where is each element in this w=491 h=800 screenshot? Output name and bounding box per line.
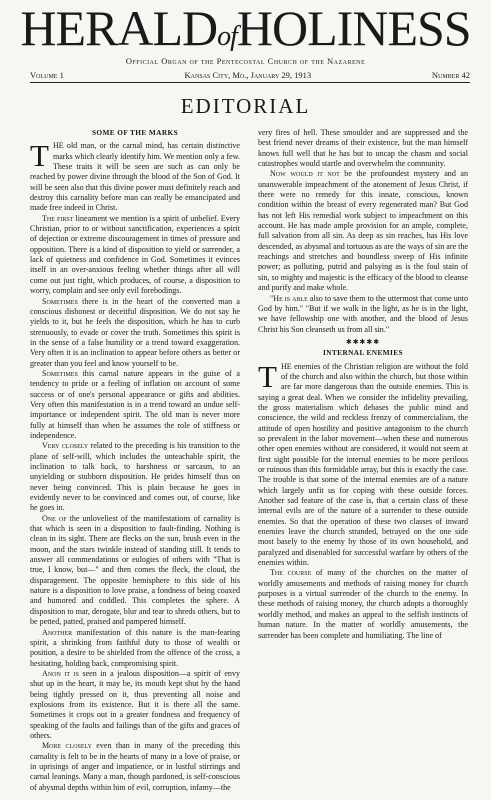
- paragraph-text: there is in the heart of the converted man a conscious dishonest or deceitful disposition. We do not say he yields to it, but he feels the disposition, which he has to curb strenuously, to evade or cover the truth. Sometimes this spirit is in the sense of a false humility or a trend toward exaggeration. Very often it is an inclination to appear before others as better or greater than you feel and know yourself to be.: [30, 296, 240, 368]
- paragraph-text: very fires of hell. These smoulder and are suppressed and the best friend never dreams of their existence, but the man himself knows full well that he has but to uncap the chasm and social catastrophes would startle and overwhelm the community.: [258, 128, 468, 169]
- paragraph-lead-words: Another: [42, 627, 73, 637]
- date-place: Kansas City, Mo., January 29, 1913: [184, 70, 312, 80]
- section-title: EDITORIAL: [180, 94, 311, 118]
- article-heading: INTERNAL ENEMIES: [323, 348, 403, 358]
- paragraph-lead-words: Anon it is: [42, 668, 79, 678]
- article-body: [30, 214, 240, 793]
- article-paragraph: [30, 669, 240, 741]
- paragraph-lead-words: One of: [42, 513, 67, 523]
- drop-cap: T: [30, 141, 49, 174]
- masthead-title: [0, 2, 491, 63]
- paragraph-text: manifestation of this nature is the man-fearing spirit, a shrinking from faithful duty to those of wealth or position, a desire to be shielded from the offence of the cross, a hesitating, holding back, compromising spirit.: [30, 627, 240, 668]
- paragraph-text: the unloveliest of the manifestations of carnality is that which is seen in a disposition to fault-finding. Nothing is clean in its sight. There are flecks on the sun, brush even in the moon, and the stars twinkle instead of standing still. It tends to answer all commendations or eulogies of others with "That is true, I know, but—" and then comes the fleck, the cloud, the disparagement. The opposite hemisphere to this side of his nature is a disposition to love praise, a fondness of being coaxed and humored and coddled. This completes the sphere. A disposition to mar, derogate, blur and tear to shreds others, but to be petted, patted, praised and pampered himself.: [30, 513, 240, 627]
- paragraph-lead-words: The first: [42, 213, 74, 223]
- issue-number: Number 42: [431, 70, 470, 80]
- article-paragraph: [30, 369, 240, 441]
- lead-text: HE enemies of the Christian religion are without the fold of the church and also within the church, but those within are far more dangerous than the outside enemies. This is saying a great deal. When we consider the infidelity prevailing, the gross materialism which debases the public mind and conscience, the wild and reckless frenzy of commercialism, the attitude of open hostility and positive antagonism to the church so prevalent in the labor movement—when these and numerous other open enemies without are considered, it would not seem at first sight possible for the internal enemies to be more perilous or ruinous than this formidable array, but this is exactly the case. The trouble is that some of the internal enemies are of a nature which largely unfit us for coping with these outside forces. Another sad feature of the case is, that a certain class of these internal evils are of the nature of a surrender to these outside enemies. So that the operation of these two classes of inward enemies leave the church stranded, betrayed on the one side most basely to the enemy by those of its own household, and paralyzed and disenabled for successful warfare by others of the enemies within.: [258, 361, 468, 568]
- article-paragraph: [258, 294, 468, 335]
- masthead-title-herald: HERALD: [20, 0, 218, 56]
- paragraph-lead-words: Sometimes: [42, 296, 78, 306]
- article-paragraph: [30, 441, 240, 513]
- paragraph-text: also to save them to the uttermost that come unto God by him." "But if we walk in the light, as he is in the light, we have fellowship one with another, and the blood of Jesus Christ his Son cleanseth us from all sin.": [258, 293, 468, 334]
- article-paragraph: [30, 297, 240, 369]
- paragraph-lead-words: The course: [270, 568, 312, 578]
- paragraph-text: even than in many of the preceding this carnality is felt to be in the hearts of many in a love of praise, or in uprisings of anger and impatience, or in lustful stirrings and carnal leanings. Many a man, though pardoned, is self-conscious of abysmal depths within him of evil, corruption, infamy—the: [30, 741, 240, 792]
- article-paragraph: [30, 741, 240, 793]
- paragraph-text: of many of the churches on the matter of worldly amusements and methods of raising money for church purposes is a virtual surrender of the church to the enemy. In these methods of raising money, the church adopts a thoroughly worldly method, and makes an appeal to the selfish instincts of human nature. In the matter of worldly amusements, the surrender has been complete and humiliating. The line of: [258, 568, 468, 640]
- paragraph-lead-words: Sometimes: [42, 368, 78, 378]
- dateline-bar: [30, 68, 470, 82]
- paragraph-text: this carnal nature appears in the guise of a tendency to pride or a feeling of inflation on account of some success or of one's personal appearance or gifts and abilities. Very often this manifestation is in a trend toward an undue self-importance or independent spirit. The old man is never more fully at himself than when he assumes the role of stiffness or independence.: [30, 368, 240, 440]
- paragraph-text: lineament we mention is a spirit of unbelief. Every Christian, prior to or without sanctification, experiences a spirit of dejection or extreme discouragement in times of pressure and opposition. There is a kind of disposition to yield or surrender, a lack of quietness and confidence in God. Sometimes it evinces itself in an over-anxious feeling whether things after all will come out just right, which produces, of course, a disposition to worry, complain and see only evil forebodings.: [30, 213, 240, 296]
- masthead-title-holiness: HOLINESS: [236, 0, 471, 56]
- article-separator: ✱✱✱✱✱: [345, 337, 381, 346]
- drop-cap: T: [258, 361, 277, 394]
- paragraph-text: related to the preceding is his transition to the plane of self-will, which includes the unteachable spirit, the inclination to talk back, to harshness or sarcasm, to an unyielding or stubborn disposition. He prides himself thus on never being convinced. This is plain because he goes in evidently never to be convinced and comes out, of course, like he goes in.: [30, 441, 240, 513]
- paragraph-lead-words: Very closely: [42, 441, 89, 451]
- lead-text: HE old man, or the carnal mind, has certain distinctive marks which clearly identify him. We mention only a few. These traits it will be seen are such as can only be reached by power divine through the blood of the Son of God. It will be seen also that this divine power must definitely reach and destroy this carnality before man can really be emancipated and made free indeed in Christ.: [30, 141, 240, 213]
- paragraph-lead-words: More closely: [42, 741, 92, 751]
- article-paragraph: [30, 214, 240, 297]
- paragraph-lead-words: Now would it not: [270, 169, 340, 179]
- article-paragraph: [258, 568, 468, 640]
- article-lead: [30, 141, 240, 213]
- article-paragraph: [30, 628, 240, 669]
- article-lead: [258, 362, 468, 569]
- organ-line: Official Organ of the Pentecostal Church of the Nazarene: [125, 56, 366, 66]
- masthead-title-of: of: [217, 21, 237, 52]
- volume-label: Volume 1: [30, 70, 64, 80]
- right-column: [258, 128, 468, 794]
- article-heading: SOME OF THE MARKS: [91, 128, 179, 137]
- article-paragraph: [258, 169, 468, 293]
- paragraph-lead-words: "He is able: [270, 293, 308, 303]
- masthead-rule: [30, 82, 470, 83]
- article-paragraph: [30, 514, 240, 628]
- left-column: [30, 128, 240, 794]
- article-paragraph-continued: [258, 128, 468, 169]
- paragraph-text: seen in a jealous disposition—a spirit of envy shut up in the heart, it may be, its mouth kept shut by the hand being tightly pressed on it, thus preventing all noise and explosions from its existence. But it is there all the same. Sometimes it crops out in a greater fondness and frequency of speaking of the faults and failings than of the gifts and graces of others.: [30, 668, 240, 740]
- paragraph-text: be the profoundest mystery and an unanswerable impeachment of the atonement of Jesus Christ, if there were no remedy for this innate, conscious, known condition within the breast of every regenerated man? But God has not left His remedial work subject to impeachment on this account. He has made ample provision for an ample, complete, full salvation from all sin. As deep as sin reaches, has His love descended, as abysmal and tortuous as are the ways of sin are the reachings and stretches and boundless sweep of His infinite power; as polluting, putrid and palsying as is the foul stain of sin, so mighty and majestic is the efficacy of the blood to cleanse and purify and make whole.: [258, 169, 468, 293]
